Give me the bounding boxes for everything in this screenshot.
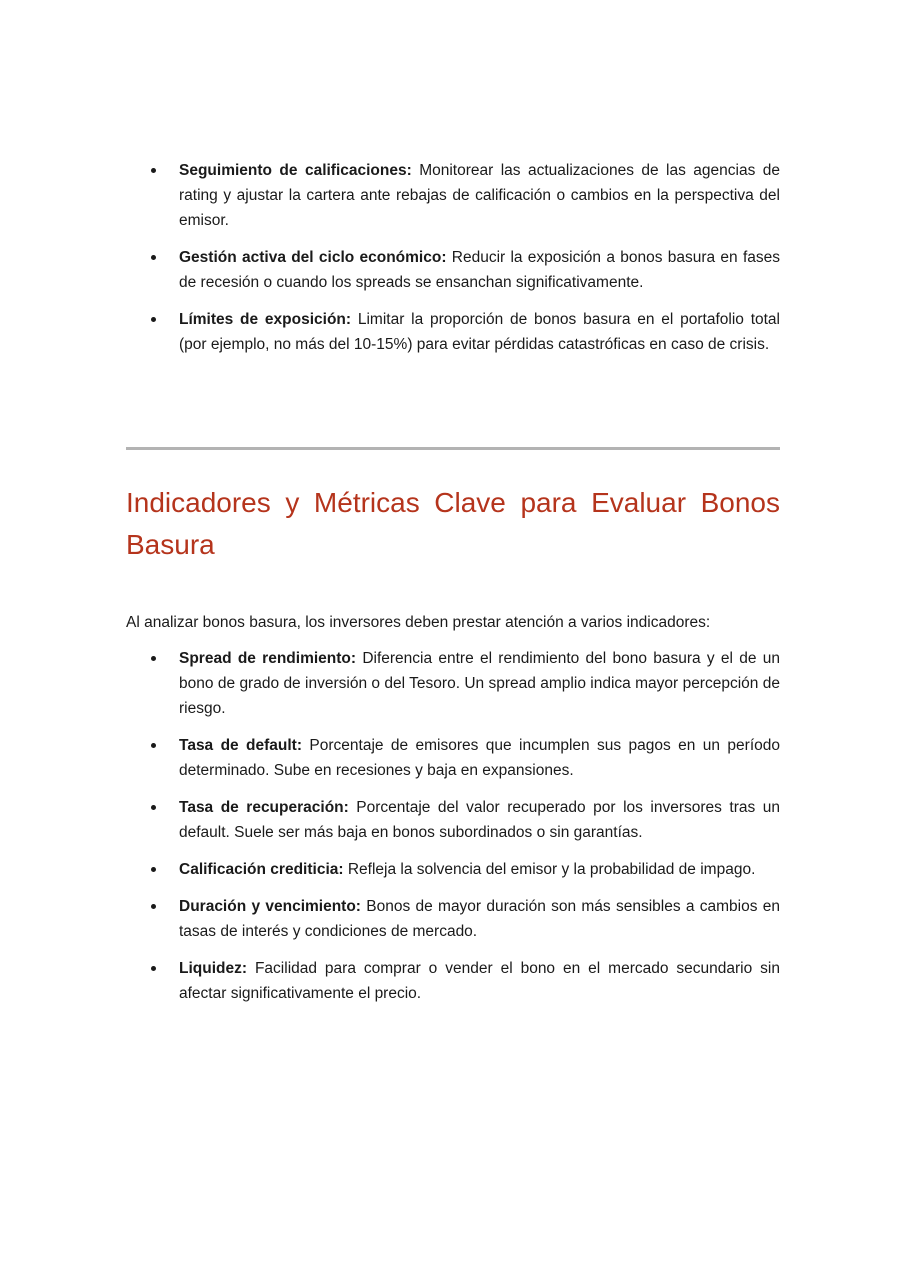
list-item — [126, 795, 780, 845]
list-item — [126, 733, 780, 783]
list-item-term: Liquidez: — [179, 960, 248, 977]
bullet-icon — [151, 904, 156, 909]
list-item-term: Calificación crediticia: — [179, 861, 344, 878]
list-item — [126, 307, 780, 357]
list-item-text: Monitorear las actualizaciones de las agencias de rating y ajustar la cartera ante rebajas de calificación o cambios en la perspectiva del emisor. — [179, 162, 780, 229]
bullet-icon — [151, 867, 156, 872]
bullet-icon — [151, 743, 156, 748]
bullet-icon — [151, 168, 156, 173]
bullet-icon — [151, 966, 156, 971]
risk-management-list — [126, 158, 780, 369]
list-item-term: Tasa de default: — [179, 737, 303, 754]
section-divider — [126, 447, 780, 450]
list-item-text: Bonos de mayor duración son más sensibles a cambios en tasas de interés y condiciones de mercado. — [179, 898, 781, 940]
list-item-text: Limitar la proporción de bonos basura en el portafolio total (por ejemplo, no más del 10-15%) para evitar pérdidas catastróficas en caso de crisis. — [179, 311, 780, 353]
list-item-text: Refleja la solvencia del emisor y la probabilidad de impago. — [343, 861, 756, 878]
list-item-term: Tasa de recuperación: — [179, 799, 349, 816]
list-item-text: Reducir la exposición a bonos basura en fases de recesión o cuando los spreads se ensanchan significativamente. — [179, 249, 780, 291]
bullet-icon — [151, 255, 156, 260]
list-item-text: Diferencia entre el rendimiento del bono basura y el de un bono de grado de inversión o del Tesoro. Un spread amplio indica mayor percepción de riesgo. — [179, 650, 780, 717]
list-item — [126, 956, 780, 1006]
list-item-text: Porcentaje del valor recuperado por los inversores tras un default. Suele ser más baja en bonos subordinados o sin garantías. — [179, 799, 780, 841]
bullet-icon — [151, 317, 156, 322]
list-item-term: Spread de rendimiento: — [179, 650, 357, 667]
list-item-term: Seguimiento de calificaciones: — [179, 162, 412, 179]
bullet-icon — [151, 805, 156, 810]
list-item — [126, 245, 780, 295]
list-item — [126, 894, 780, 944]
list-item-term: Duración y vencimiento: — [179, 898, 361, 915]
list-item-text: Facilidad para comprar o vender el bono en el mercado secundario sin afectar significativamente el precio. — [179, 960, 780, 1002]
indicators-list — [126, 646, 780, 1018]
list-item-term: Gestión activa del ciclo económico: — [179, 249, 447, 266]
section-intro: Al analizar bonos basura, los inversores deben prestar atención a varios indicadores: — [126, 614, 711, 631]
list-item-text: Porcentaje de emisores que incumplen sus pagos en un período determinado. Sube en recesiones y baja en expansiones. — [179, 737, 780, 779]
list-item — [126, 857, 780, 882]
bullet-icon — [151, 656, 156, 661]
list-item-term: Límites de exposición: — [179, 311, 352, 328]
section-heading: Indicadores y Métricas Clave para Evaluar Bonos Basura — [126, 487, 780, 560]
list-item — [126, 158, 780, 233]
list-item — [126, 646, 780, 721]
